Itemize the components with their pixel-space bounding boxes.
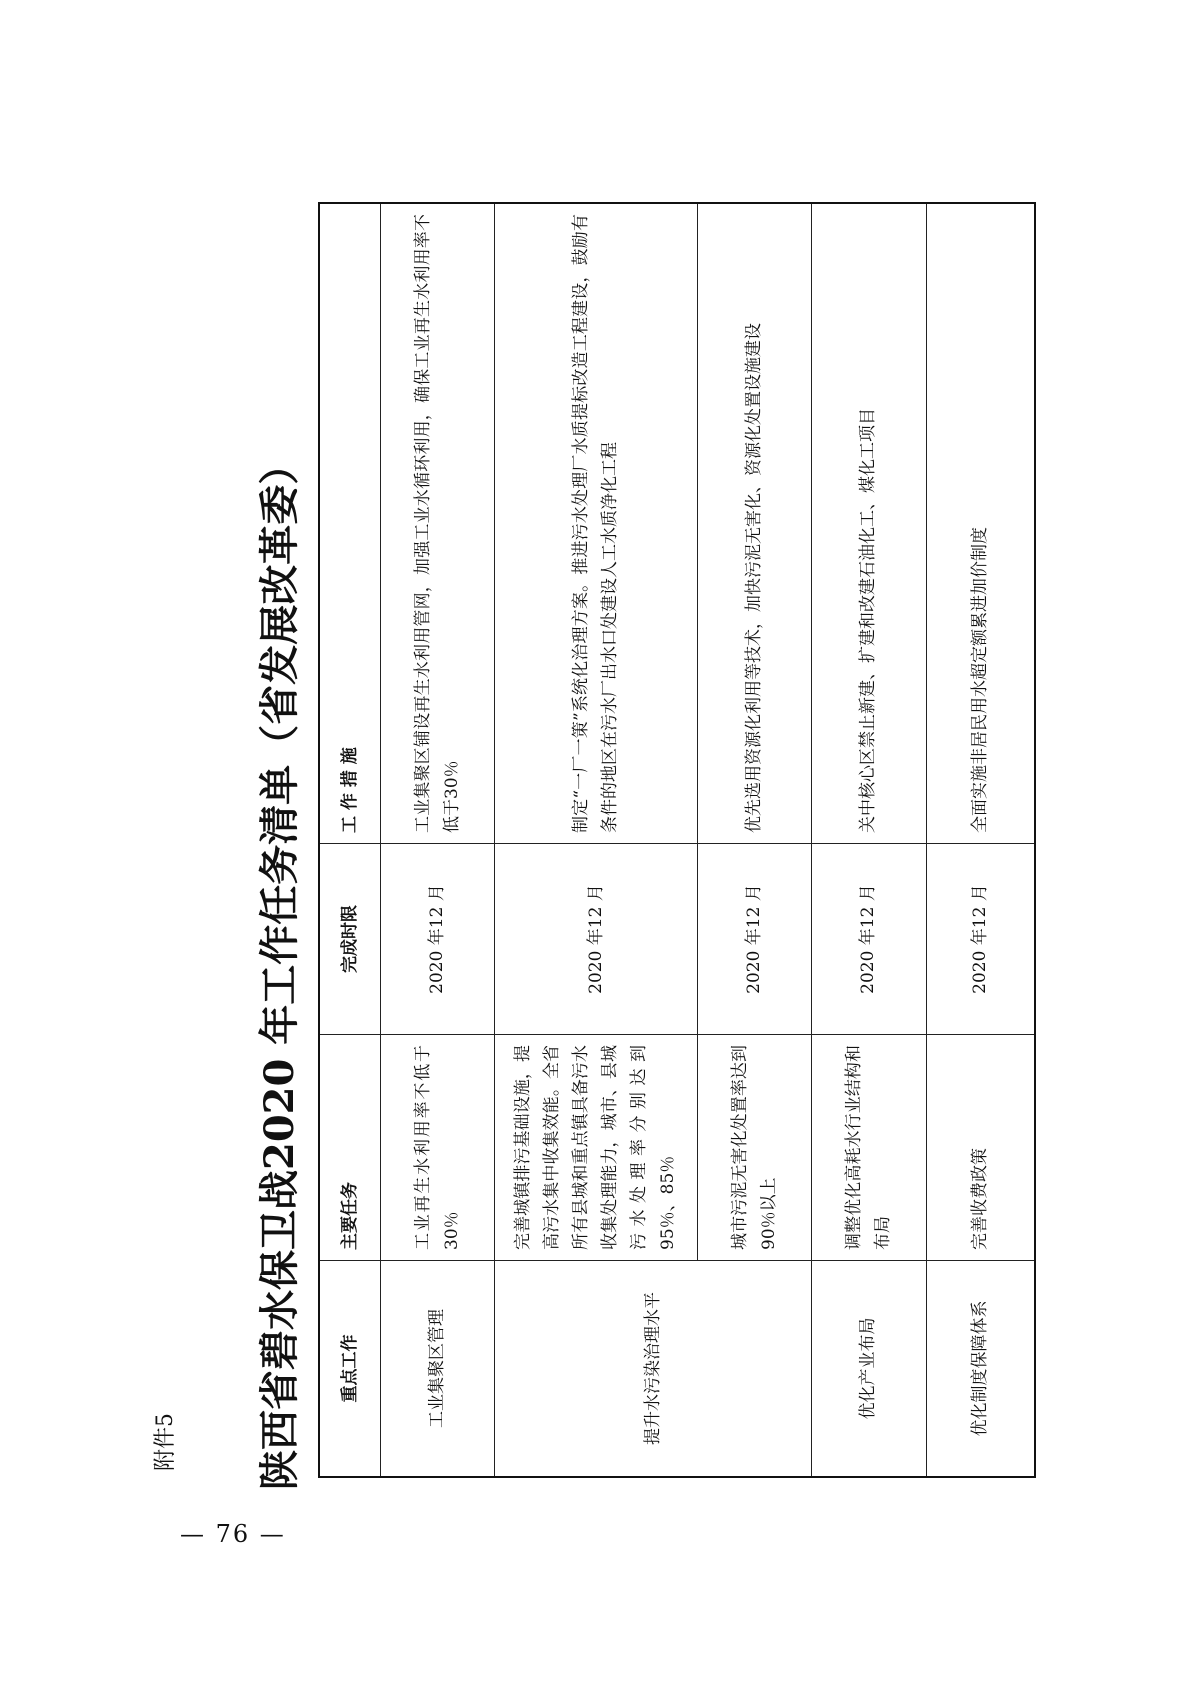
table-row [926,203,1035,1477]
cell-measures: 全面实施非居民用水超定额累进加价制度 [926,203,1035,844]
cell-focus: 优化制度保障体系 [926,1261,1035,1478]
attachment-label: 附件5 [153,1413,178,1471]
table-row [495,203,698,1477]
cell-task: 工业再生水利用率不低于30％ [381,1035,495,1261]
cell-measures: 优先选用资源化利用等技术，加快污泥无害化、资源化处置设施建设 [697,203,811,844]
table-header-row [319,203,381,1477]
document-title: 陕西省碧水保卫战2020 年工作任务清单（省发展改革委） [256,444,303,1490]
header-task: 主要任务 [319,1035,381,1261]
cell-measures: 工业集聚区铺设再生水利用管网，加强工业水循环利用，确保工业再生水利用率不低于30％ [381,203,495,844]
cell-task: 城市污泥无害化处置率达到90％以上 [697,1035,811,1261]
table-row [381,203,495,1477]
cell-deadline: 2020 年12 月 [812,844,926,1035]
cell-focus: 优化产业布局 [812,1261,926,1478]
cell-measures: 制定“一厂一策”系统化治理方案。推进污水处理厂水质提标改造工程建设，鼓励有条件的地区在污水厂出水口处建设人工水质净化工程 [495,203,698,844]
cell-focus: 提升水污染治理水平 [495,1261,812,1478]
header-measures: 工 作 措 施 [319,203,381,844]
cell-measures: 关中核心区禁止新建、扩建和改建石油化工、煤化工项目 [812,203,926,844]
task-table [318,202,1036,1478]
page-number: — 76 — [180,1520,286,1548]
cell-task: 调整优化高耗水行业结构和布局 [812,1035,926,1261]
cell-deadline: 2020 年12 月 [381,844,495,1035]
header-deadline: 完成时限 [319,844,381,1035]
cell-task: 完善收费政策 [926,1035,1035,1261]
table-row [812,203,926,1477]
cell-deadline: 2020 年12 月 [926,844,1035,1035]
cell-deadline: 2020 年12 月 [495,844,698,1035]
header-focus: 重点工作 [319,1261,381,1478]
cell-focus: 工业集聚区管理 [381,1261,495,1478]
task-table-container [318,202,1036,1478]
cell-task: 完善城镇排污基础设施，提高污水集中收集效能。全省所有县城和重点镇具备污水收集处理能力，城市、县城污水处理率分别达到95％、85％ [495,1035,698,1261]
cell-deadline: 2020 年12 月 [697,844,811,1035]
